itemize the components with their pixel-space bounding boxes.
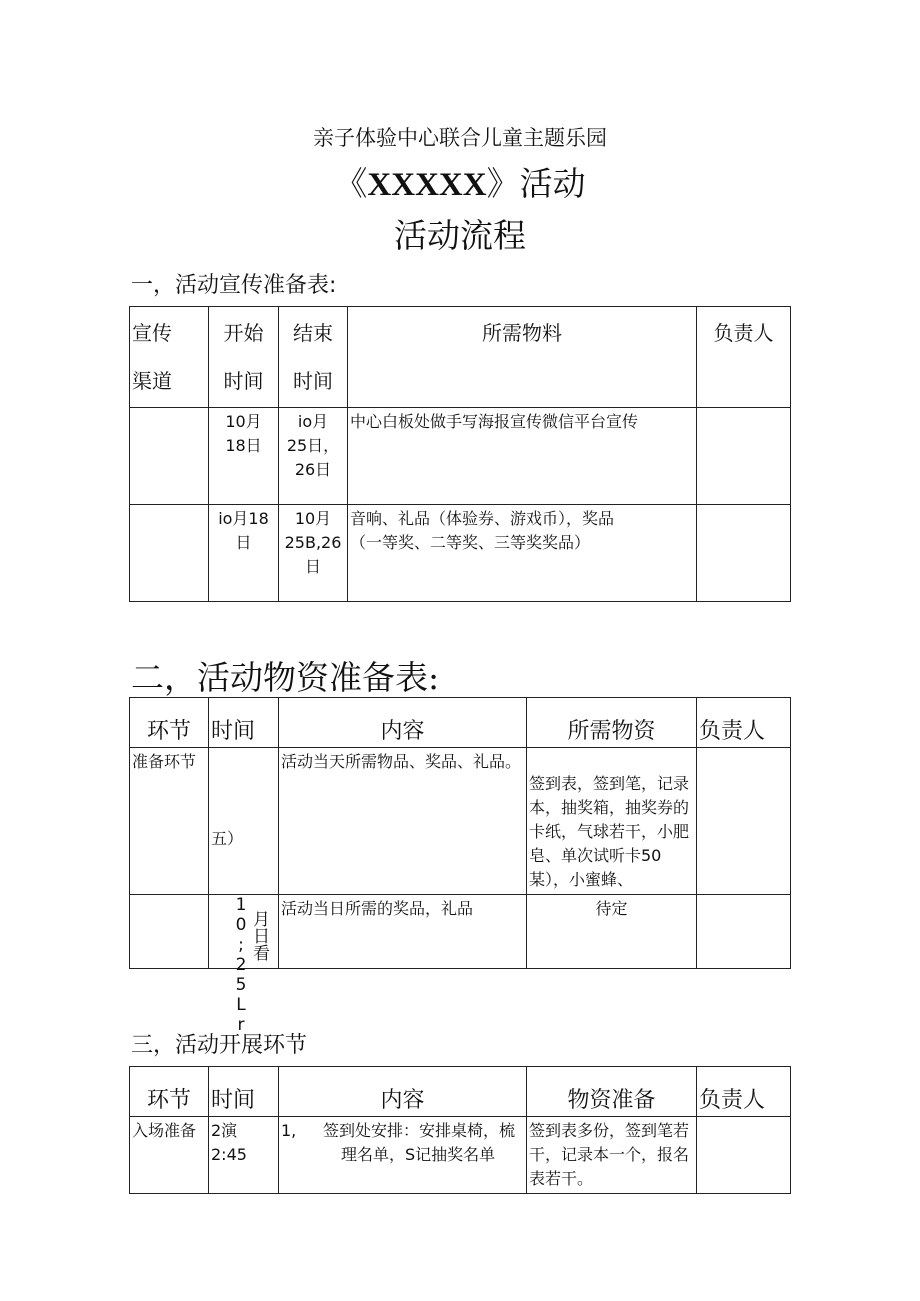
col-header-supplies: 所需物资 (527, 698, 697, 748)
table-row (130, 408, 791, 505)
col-header-content: 内容 (279, 698, 527, 748)
cell-start: 10月 18日 (209, 408, 279, 505)
table-row (130, 748, 791, 895)
col-header-content: 内容 (279, 1067, 527, 1117)
event-title-prefix: 《 (334, 164, 368, 203)
cell-end: io月 25日， 26日 (279, 408, 348, 505)
cell-time-vertical-text: 月日看10;25Lr (231, 895, 269, 1035)
table-header-row (130, 1067, 791, 1117)
cell-stage: 准备环节 (130, 748, 209, 895)
col-header-start (209, 307, 279, 408)
cell-content-text: 签到处安排：安排桌椅，梳理名单，S记抽奖名单 (323, 1121, 516, 1164)
cell-owner (697, 1117, 791, 1194)
cell-content-number: 1, (281, 1121, 297, 1140)
cell-content: 活动当日所需的奖品，礼品 (279, 895, 527, 969)
cell-owner (697, 895, 791, 969)
cell-time: 五） (209, 748, 279, 895)
col-header-stage: 环节 (130, 1067, 209, 1117)
col-header-start-line2: 时间 (223, 369, 264, 393)
cell-time (209, 895, 279, 1035)
col-header-end (279, 307, 348, 408)
cell-content (279, 1117, 527, 1194)
cell-owner (697, 748, 791, 895)
document-title: 活动流程 (394, 216, 526, 255)
cell-owner (697, 408, 791, 505)
cell-owner (697, 505, 791, 602)
section3-heading: 三，活动开展环节 (131, 1033, 308, 1058)
cell-stage: 入场准备 (130, 1117, 209, 1194)
col-header-end-line1: 结束 (293, 321, 333, 345)
table-row (130, 505, 791, 602)
cell-channel (130, 408, 209, 505)
cell-supplies: 签到表，签到笔，记录本，抽奖箱，抽奖券的卡纸，气球若干，小肥皂、单次试听卡50某），小蜜蜂、 (527, 748, 697, 895)
cell-end: 10月 25B,26 日 (279, 505, 348, 602)
document-subtitle: 亲子体验中心联合儿童主题乐园 (313, 126, 607, 150)
col-header-channel-line2: 渠道 (132, 369, 172, 393)
cell-content: 活动当天所需物品、奖品、礼品。 (279, 748, 527, 895)
event-title-suffix: 》活动 (486, 164, 586, 203)
cell-channel (130, 505, 209, 602)
cell-time: 2演 2:45 (209, 1117, 279, 1194)
promo-prep-table (129, 306, 791, 602)
activity-flow-table (129, 1066, 791, 1194)
table-header-row (130, 307, 791, 408)
col-header-supplies: 物资准备 (527, 1067, 697, 1117)
col-header-channel-line1: 宣传 (132, 321, 172, 345)
cell-stage (130, 895, 209, 969)
col-header-time: 时间 (209, 698, 279, 748)
col-header-time: 时间 (209, 1067, 279, 1117)
col-header-stage: 环节 (130, 698, 209, 748)
event-title (0, 158, 920, 205)
cell-materials: 音响、礼品（体验券、游戏币），奖品 （一等奖、二等奖、三等奖奖品） (348, 505, 697, 602)
event-title-name: XXXXX (367, 167, 487, 203)
cell-start: io月18 日 (209, 505, 279, 602)
col-header-channel (130, 307, 209, 408)
col-header-materials: 所需物料 (348, 307, 697, 408)
col-header-start-line1: 开始 (223, 321, 264, 345)
col-header-end-line2: 时间 (293, 369, 333, 393)
cell-supplies: 待定 (527, 895, 697, 969)
section1-heading: 一，活动宣传准备表: (131, 273, 337, 298)
table-header-row (130, 698, 791, 748)
col-header-owner: 负责人 (697, 698, 791, 748)
table-row (130, 1117, 791, 1194)
table-row (130, 895, 791, 969)
supplies-prep-table (129, 697, 791, 1035)
col-header-owner: 负责人 (697, 1067, 791, 1117)
section2-heading: 二，活动物资准备表: (131, 658, 440, 697)
col-header-owner: 负责人 (697, 307, 791, 408)
cell-supplies: 签到表多份，签到笔若干，记录本一个，报名表若干。 (527, 1117, 697, 1194)
cell-materials: 中心白板处做手写海报宣传微信平台宣传 (348, 408, 697, 505)
